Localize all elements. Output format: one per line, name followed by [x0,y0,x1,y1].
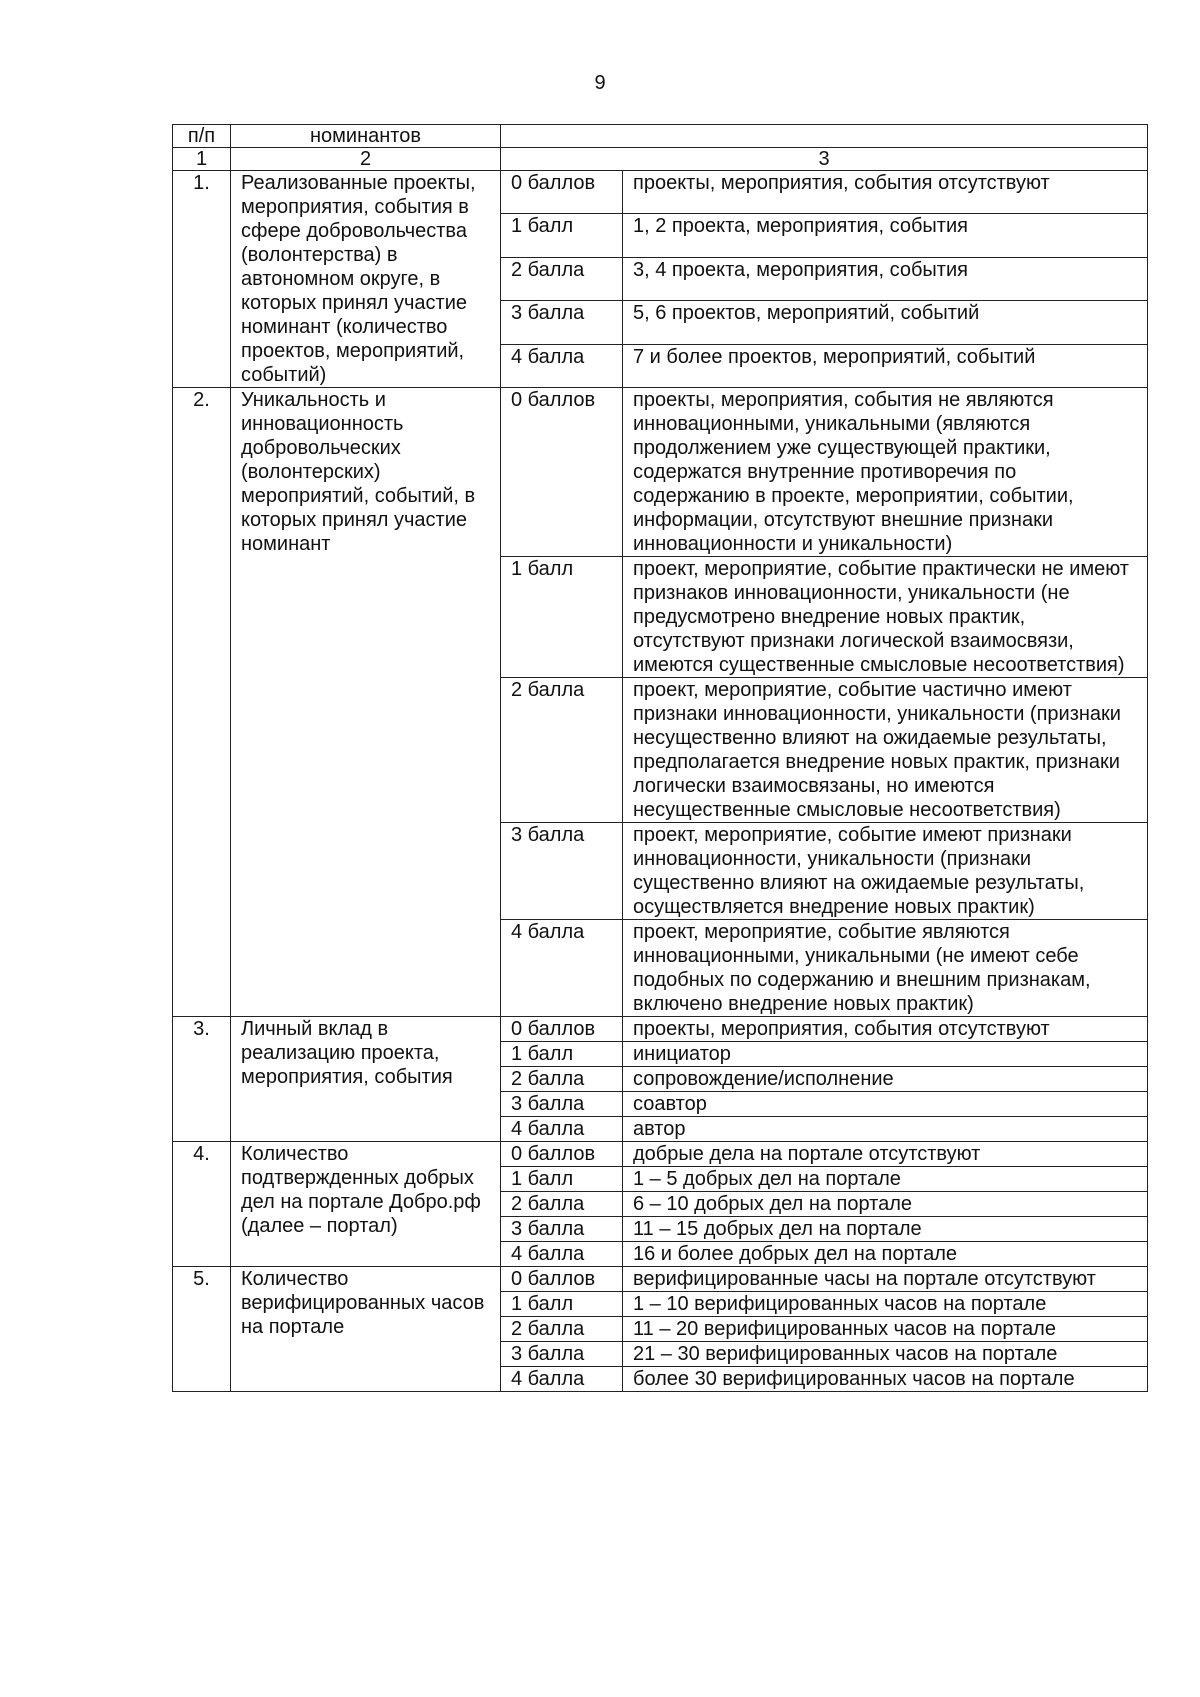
score-value: 1 балл [501,1042,623,1067]
score-value: 0 баллов [501,1267,623,1292]
criterion-score-row [173,171,1148,214]
score-value: 3 балла [501,1092,623,1117]
score-value: 4 балла [501,1242,623,1267]
page-number: 9 [594,72,606,94]
column-number-row [173,148,1148,171]
criterion-score-row [173,1142,1148,1167]
score-value: 0 баллов [501,1017,623,1042]
score-value: 3 балла [501,823,623,920]
criterion-number: 1. [173,171,231,388]
score-value: 2 балла [501,678,623,823]
score-value: 2 балла [501,1317,623,1342]
criterion-number: 4. [173,1142,231,1267]
score-description: 5, 6 проектов, мероприятий, событий [623,301,1148,344]
score-value: 4 балла [501,1117,623,1142]
score-value: 2 балла [501,1192,623,1217]
column-number-2: 2 [231,148,501,171]
score-value: 4 балла [501,1367,623,1392]
score-value: 0 баллов [501,1142,623,1167]
score-value: 3 балла [501,1217,623,1242]
criterion-number: 3. [173,1017,231,1142]
criterion-score-row [173,1267,1148,1292]
score-value: 1 балл [501,1292,623,1317]
score-description: 1 – 5 добрых дел на портале [623,1167,1148,1192]
score-description: проект, мероприятие, событие являются инновационными, уникальными (не имеют себе подобных по содержанию и внешним признакам, включено внедрение новых практик) [623,920,1148,1017]
header-row [173,125,1148,148]
score-value: 1 балл [501,557,623,678]
score-value: 0 баллов [501,171,623,214]
score-value: 1 балл [501,1167,623,1192]
score-value: 2 балла [501,1067,623,1092]
score-value: 0 баллов [501,388,623,557]
score-description: 7 и более проектов, мероприятий, событий [623,344,1148,387]
score-description: инициатор [623,1042,1148,1067]
score-description: 11 – 20 верифицированных часов на портале [623,1317,1148,1342]
score-description: проекты, мероприятия, события отсутствуют [623,171,1148,214]
score-description: 11 – 15 добрых дел на портале [623,1217,1148,1242]
score-description: 3, 4 проекта, мероприятия, события [623,257,1148,300]
score-description: верифицированные часы на портале отсутствуют [623,1267,1148,1292]
criteria-table [172,124,1148,1392]
criterion-score-row [173,1017,1148,1042]
score-description: 16 и более добрых дел на портале [623,1242,1148,1267]
score-description: сопровождение/исполнение [623,1067,1148,1092]
score-value: 3 балла [501,1342,623,1367]
score-description: 1, 2 проекта, мероприятия, события [623,214,1148,257]
criterion-number: 2. [173,388,231,1017]
score-description: 6 – 10 добрых дел на портале [623,1192,1148,1217]
criterion-name: Количество верифицированных часов на портале [231,1267,501,1392]
score-description: проекты, мероприятия, события не являются инновационными, уникальными (являются продолжением уже существующей практики, содержатся внутренние противоречия по содержанию в проекте, мероприятии, событии, информации, отсутствуют внешние признаки инновационности и уникальности) [623,388,1148,557]
score-description: проект, мероприятие, событие имеют признаки инновационности, уникальности (признаки существенно влияют на ожидаемые результаты, осуществляется внедрение новых практик) [623,823,1148,920]
criterion-score-row [173,388,1148,557]
criterion-name: Количество подтвержденных добрых дел на портале Добро.рф (далее – портал) [231,1142,501,1267]
header-col-number: п/п [173,125,231,148]
score-description: проект, мероприятие, событие частично имеют признаки инновационности, уникальности (признаки несущественно влияют на ожидаемые результаты, предполагается внедрение новых практик, признаки логически взаимосвязаны, но имеются несущественные смысловые несоответствия) [623,678,1148,823]
criterion-name: Уникальность и инновационность добровольческих (волонтерских) мероприятий, событий, в которых принял участие номинант [231,388,501,1017]
score-value: 1 балл [501,214,623,257]
criterion-number: 5. [173,1267,231,1392]
column-number-3: 3 [501,148,1148,171]
score-value: 4 балла [501,344,623,387]
score-description: автор [623,1117,1148,1142]
score-description: более 30 верифицированных часов на портале [623,1367,1148,1392]
score-description: соавтор [623,1092,1148,1117]
score-description: добрые дела на портале отсутствуют [623,1142,1148,1167]
score-description: 21 – 30 верифицированных часов на портале [623,1342,1148,1367]
header-col-score [501,125,1148,148]
criterion-name: Реализованные проекты, мероприятия, события в сфере добровольчества (волонтерства) в автономном округе, в которых принял участие номинант (количество проектов, мероприятий, событий) [231,171,501,388]
score-value: 3 балла [501,301,623,344]
score-description: 1 – 10 верифицированных часов на портале [623,1292,1148,1317]
column-number-1: 1 [173,148,231,171]
score-description: проект, мероприятие, событие практически не имеют признаков инновационности, уникальности (не предусмотрено внедрение новых практик, отсутствуют признаки логической взаимосвязи, имеются существенные смысловые несоответствия) [623,557,1148,678]
score-value: 4 балла [501,920,623,1017]
score-value: 2 балла [501,257,623,300]
score-description: проекты, мероприятия, события отсутствуют [623,1017,1148,1042]
header-col-criterion: номинантов [231,125,501,148]
criterion-name: Личный вклад в реализацию проекта, мероприятия, события [231,1017,501,1142]
